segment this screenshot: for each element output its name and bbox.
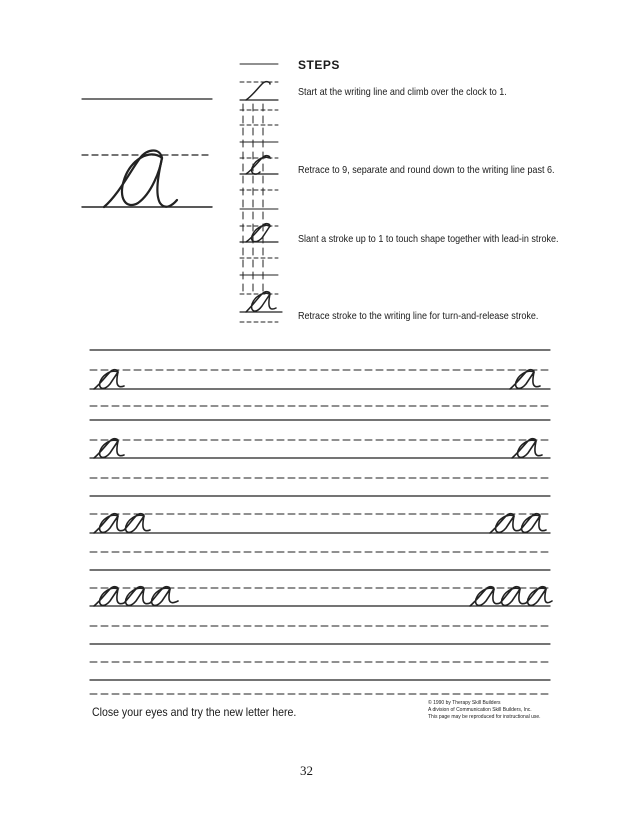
copyright-line-2: A division of Communication Skill Builders, Inc. xyxy=(428,707,532,713)
step-2-text: Retrace to 9, separate and round down to the writing line past 6. xyxy=(298,164,555,176)
row-4-left-aaa xyxy=(94,587,178,606)
step-1-text: Start at the writing line and climb over the clock to 1. xyxy=(298,86,507,98)
copyright-block xyxy=(428,700,568,721)
closing-instruction: Close your eyes and try the new letter here. xyxy=(92,705,297,719)
row-2-right-a xyxy=(512,439,542,458)
copyright-line-1: © 1990 by Therapy Skill Builders xyxy=(428,700,501,706)
row-2-left-a xyxy=(94,439,124,458)
step-2-illustration xyxy=(240,142,278,190)
row-3-left-aa xyxy=(94,514,150,533)
row-3-right-aa xyxy=(490,514,546,533)
model-letter-a xyxy=(104,151,177,208)
step-3-text: Slant a stroke up to 1 to touch shape together with lead-in stroke. xyxy=(298,233,559,245)
copyright-line-3: This page may be reproduced for instructional use. xyxy=(428,714,541,720)
steps-title: STEPS xyxy=(298,58,340,72)
step-4-text: Retrace stroke to the writing line for turn-and-release stroke. xyxy=(298,310,539,322)
practice-lines xyxy=(90,350,550,694)
step-1-illustration xyxy=(240,64,278,125)
step-4-illustration xyxy=(240,275,282,322)
row-1-right-a xyxy=(510,370,540,389)
page-number: 32 xyxy=(300,763,313,778)
row-4-right-aaa xyxy=(470,587,552,606)
step-3-illustration xyxy=(240,209,278,258)
row-1-left-a xyxy=(94,370,124,389)
